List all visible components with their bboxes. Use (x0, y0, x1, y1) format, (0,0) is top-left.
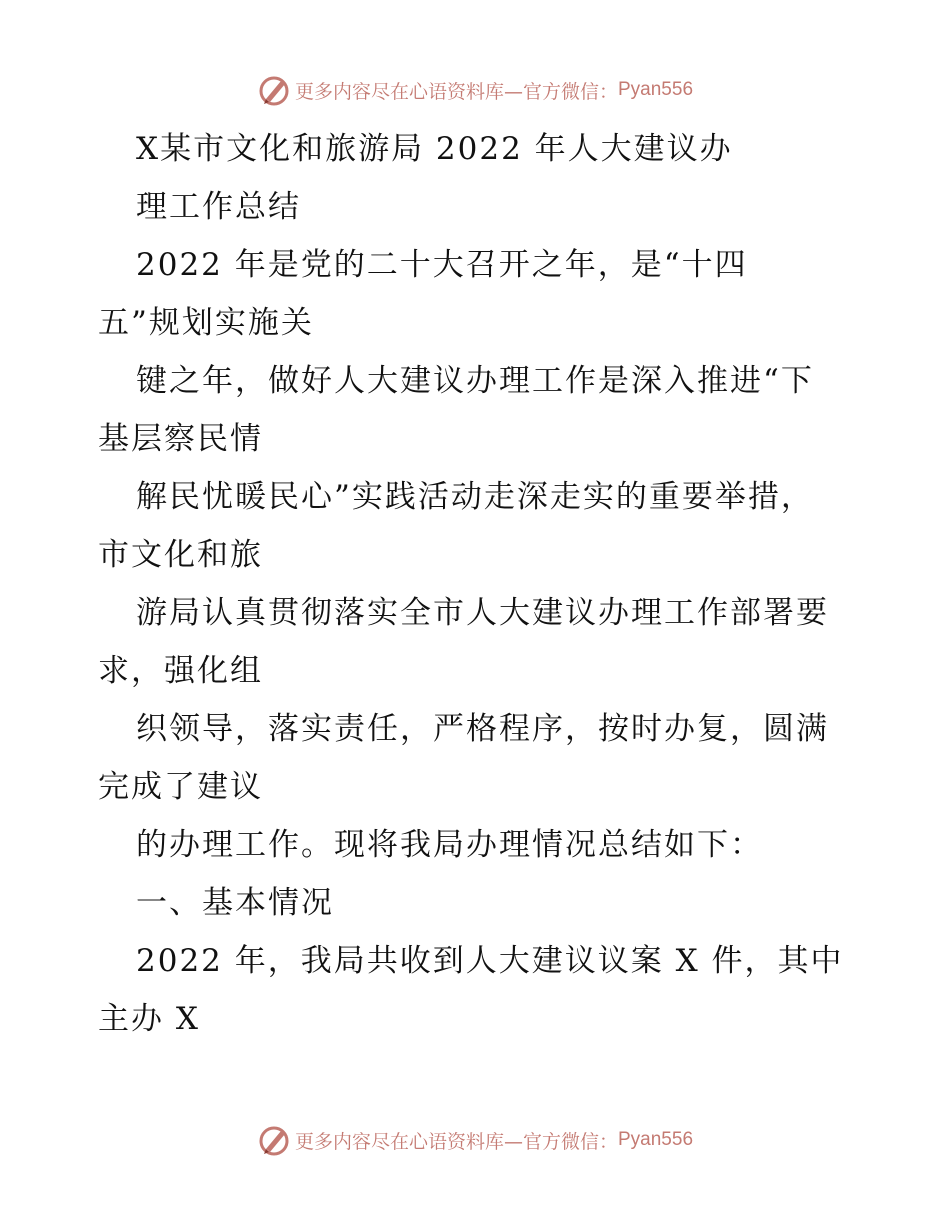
pen-circle-icon (257, 73, 291, 107)
document-line: 游局认真贯彻落实全市人大建议办理工作部署要 (136, 595, 829, 631)
document-line: 求，强化组 (98, 653, 263, 689)
document-line: 五”规划实施关 (98, 305, 314, 341)
watermark-wechat-id: Pyan556 (618, 1129, 694, 1150)
watermark-header (0, 70, 950, 110)
watermark-text: 更多内容尽在心语资料库—官方微信： (294, 80, 618, 103)
document-line: 理工作总结 (136, 189, 301, 225)
watermark-footer (0, 1120, 950, 1160)
watermark-wechat-id: Pyan556 (618, 79, 694, 100)
pen-circle-icon (257, 1123, 291, 1157)
document-line: 基层察民情 (98, 421, 263, 457)
watermark-text: 更多内容尽在心语资料库—官方微信： (294, 1130, 618, 1153)
document-line: 主办 X (98, 1001, 200, 1037)
document-line: 2022 年是党的二十大召开之年，是“十四 (136, 247, 748, 283)
document-line: 一、基本情况 (136, 885, 334, 921)
document-body (98, 120, 858, 1048)
document-line: X某市文化和旅游局 2022 年人大建议办 (136, 131, 733, 167)
document-line: 2022 年，我局共收到人大建议议案 X 件，其中 (136, 943, 844, 979)
document-line: 织领导，落实责任，严格程序，按时办复，圆满 (136, 711, 829, 747)
document-line: 完成了建议 (98, 769, 263, 805)
document-line: 的办理工作。现将我局办理情况总结如下： (136, 827, 763, 863)
document-line: 市文化和旅 (98, 537, 263, 573)
document-line: 键之年，做好人大建议办理工作是深入推进“下 (136, 363, 814, 399)
document-line: 解民忧暖民心”实践活动走深走实的重要举措， (136, 479, 814, 515)
